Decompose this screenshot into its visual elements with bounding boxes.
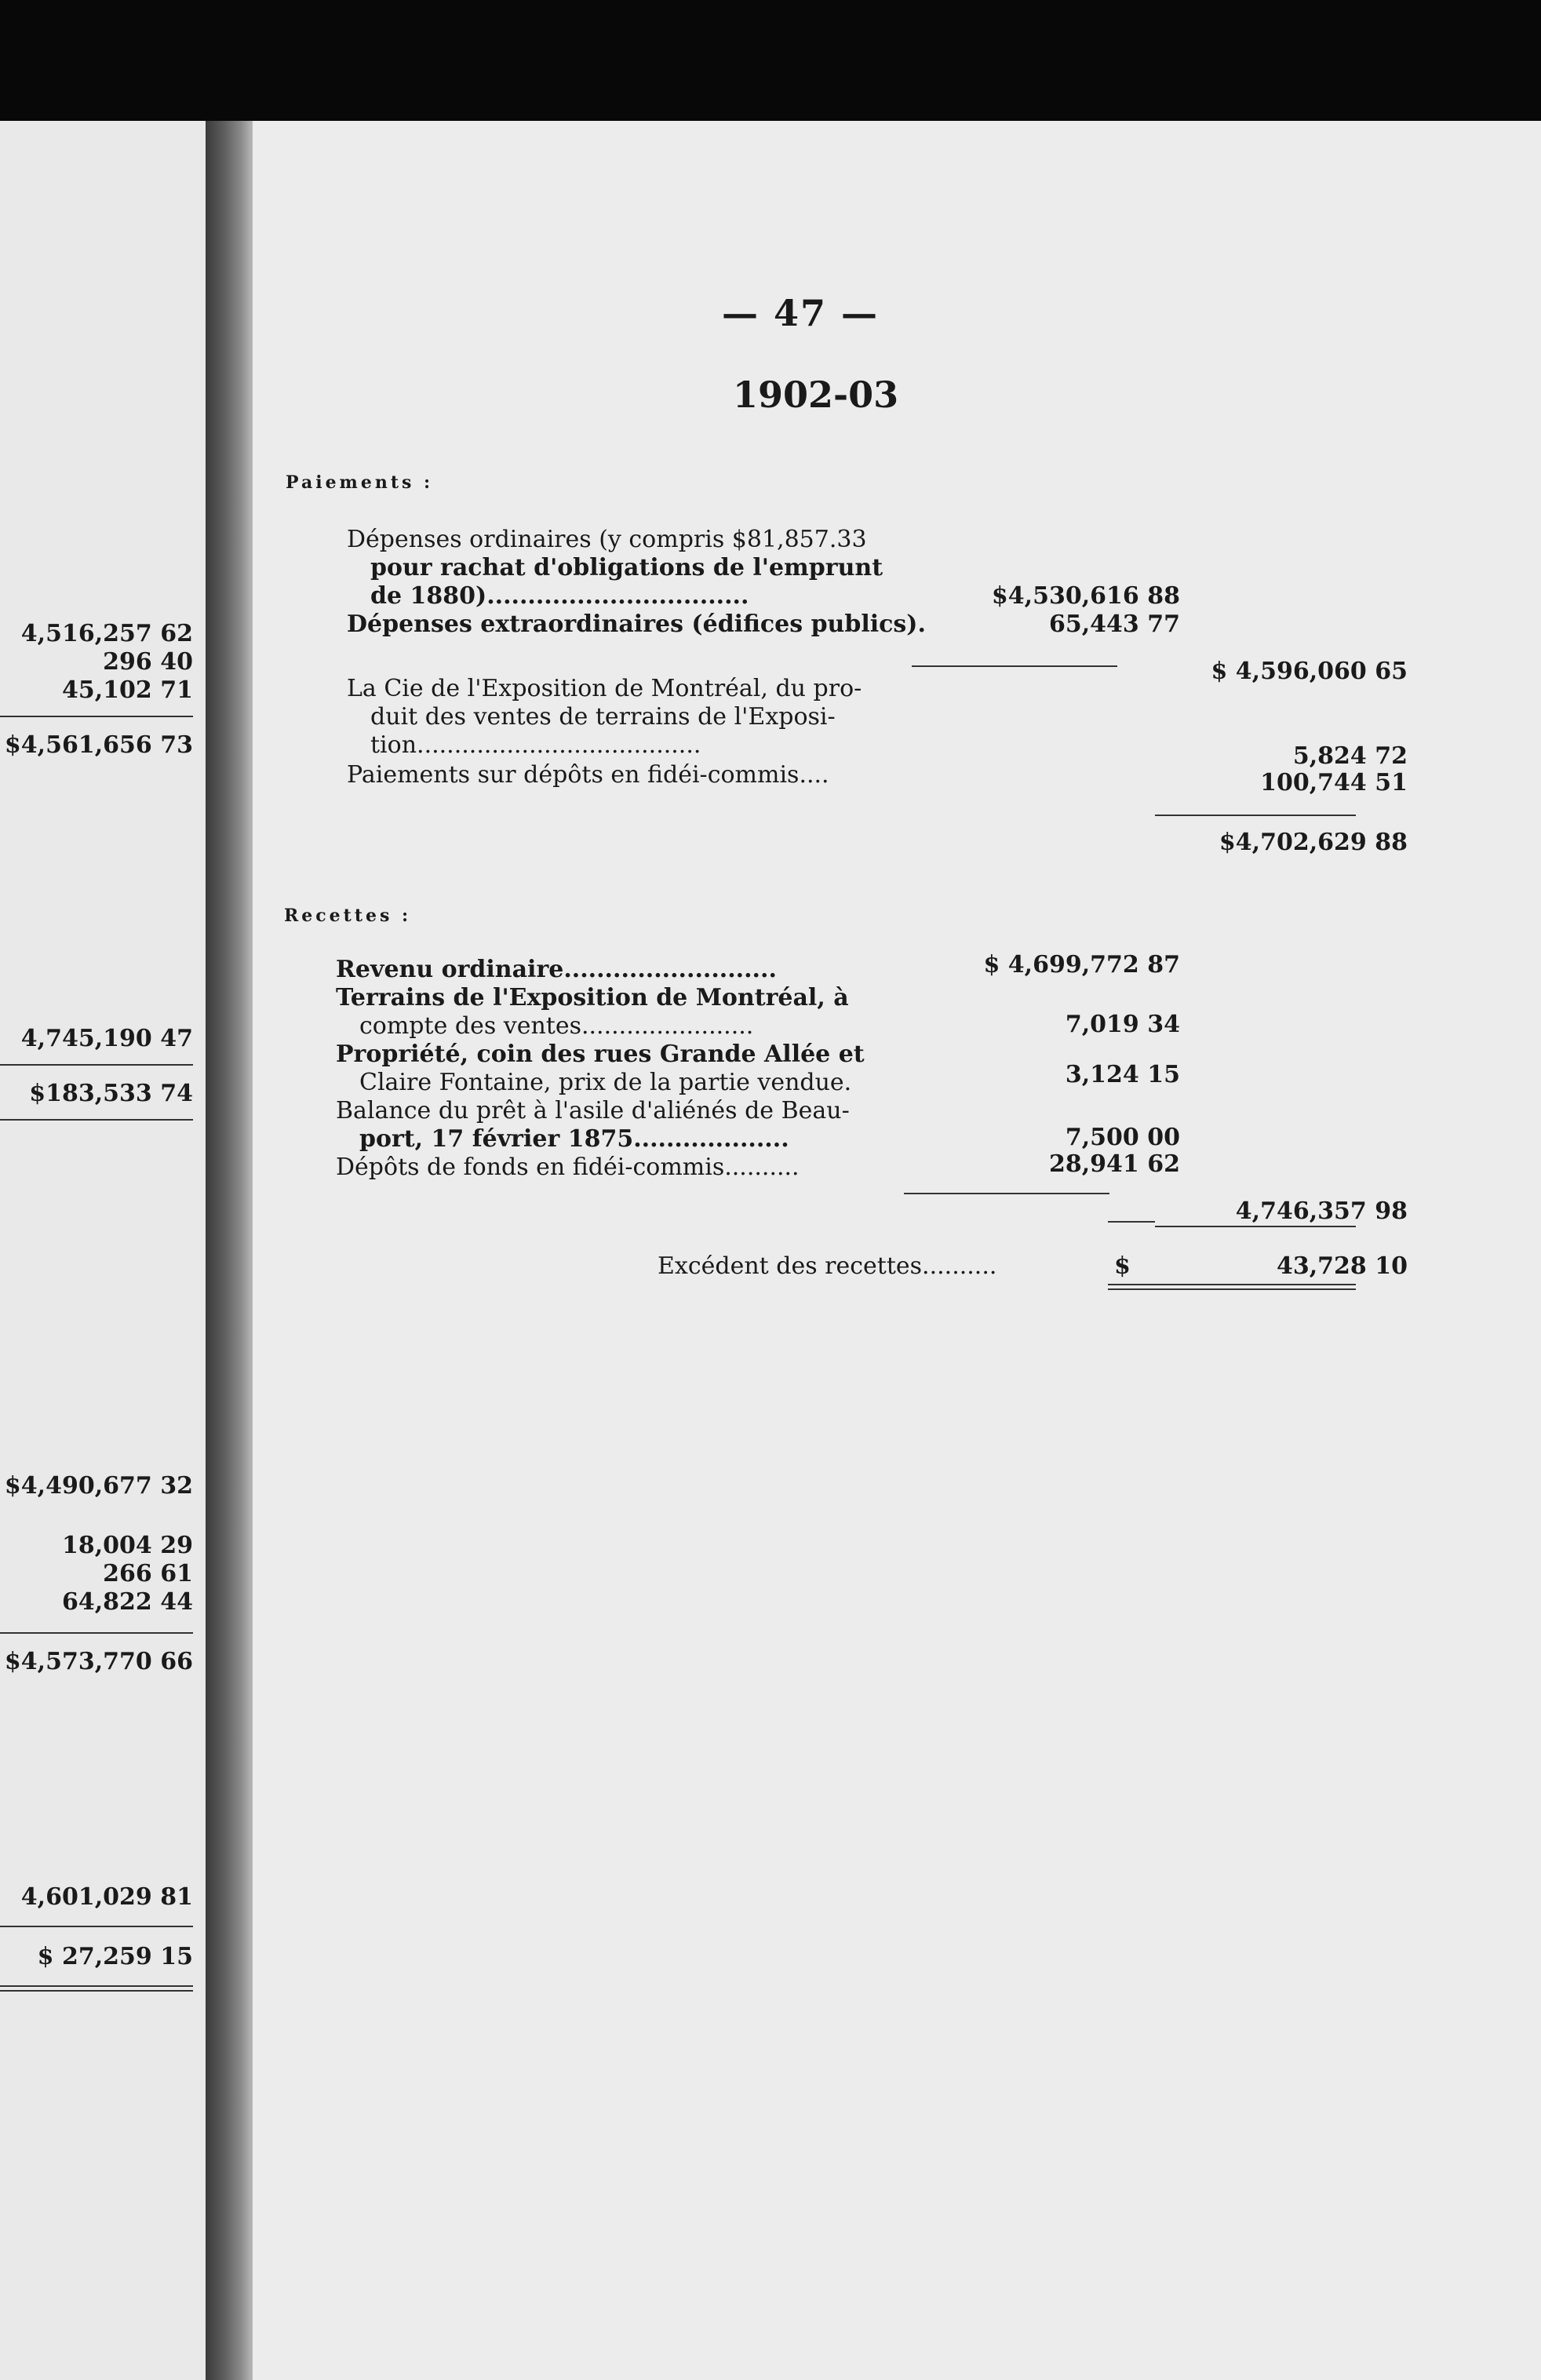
left-figure: 45,102 71 xyxy=(61,676,193,704)
left-figure: 296 40 xyxy=(103,648,193,676)
left-page xyxy=(0,121,206,2380)
balance-line1: Balance du prêt à l'asile d'aliénés de Beau- xyxy=(336,1097,850,1124)
depenses-ordinaires-line2: pour rachat d'obligations de l'emprunt xyxy=(370,554,883,581)
page-number: — 47 — xyxy=(722,292,880,334)
terrains-line2: compte des ventes....................... xyxy=(359,1012,754,1040)
rule xyxy=(0,1632,193,1634)
left-figure: $4,573,770 66 xyxy=(4,1648,193,1675)
left-figure: 4,601,029 81 xyxy=(20,1883,193,1911)
left-figure: 18,004 29 xyxy=(61,1532,193,1559)
revenu-amount: $ 4,699,772 87 xyxy=(983,951,1180,979)
fidei-label: Dépôts de fonds en fidéi-commis.......... xyxy=(336,1154,800,1181)
section-heading-paiements: Paiements : xyxy=(286,472,434,493)
rule xyxy=(0,716,193,717)
terrains-line1: Terrains de l'Exposition de Montréal, à xyxy=(336,984,849,1011)
propriete-line2: Claire Fontaine, prix de la partie vendue. xyxy=(359,1069,852,1096)
rule xyxy=(0,1119,193,1121)
balance-line2: port, 17 février 1875................... xyxy=(359,1125,789,1153)
rule xyxy=(0,1926,193,1927)
fidei-amount: 28,941 62 xyxy=(1048,1150,1180,1178)
depots-amount: 100,744 51 xyxy=(1260,769,1408,796)
depots-label: Paiements sur dépôts en fidéi-commis.... xyxy=(347,761,829,789)
book-gutter xyxy=(206,121,253,2380)
rule xyxy=(912,665,1117,667)
propriete-amount: 3,124 15 xyxy=(1065,1061,1180,1088)
left-figure: 4,516,257 62 xyxy=(20,620,193,647)
rule xyxy=(1155,1226,1356,1227)
left-figure: 266 61 xyxy=(103,1560,193,1587)
depenses-ordinaires-line3: de 1880)................................ xyxy=(370,582,749,610)
double-rule xyxy=(0,1985,193,1992)
left-figure: $ 27,259 15 xyxy=(37,1943,193,1970)
left-figure: 4,745,190 47 xyxy=(20,1025,193,1052)
paiements-subtotal: $ 4,596,060 65 xyxy=(1211,658,1408,685)
depenses-ordinaires-line1: Dépenses ordinaires (y compris $81,857.33 xyxy=(347,526,867,553)
rule xyxy=(1108,1221,1155,1223)
left-figure: $183,533 74 xyxy=(29,1080,193,1107)
depenses-extraordinaires-amount: 65,443 77 xyxy=(1048,610,1180,638)
left-figure: $4,490,677 32 xyxy=(4,1472,193,1500)
left-figure: 64,822 44 xyxy=(61,1588,193,1616)
fiscal-year: 1902-03 xyxy=(733,374,899,416)
right-page xyxy=(253,121,1541,2380)
terrains-amount: 7,019 34 xyxy=(1065,1011,1180,1038)
exposition-amount: 5,824 72 xyxy=(1292,742,1408,770)
exposition-line1: La Cie de l'Exposition de Montréal, du pro- xyxy=(347,675,862,702)
excedent-amount: 43,728 10 xyxy=(1276,1252,1408,1280)
depenses-extraordinaires-label: Dépenses extraordinaires (édifices publics). xyxy=(347,610,926,638)
excedent-label: Excédent des recettes.......... xyxy=(658,1252,997,1280)
paiements-total: $4,702,629 88 xyxy=(1219,829,1408,856)
propriete-line1: Propriété, coin des rues Grande Allée et xyxy=(336,1041,865,1068)
rule xyxy=(904,1193,1109,1194)
double-rule xyxy=(1108,1284,1356,1290)
revenu-label: Revenu ordinaire.......................... xyxy=(336,956,777,983)
section-heading-recettes: Recettes : xyxy=(284,906,412,926)
balance-amount: 7,500 00 xyxy=(1065,1124,1180,1151)
rule xyxy=(0,1064,193,1066)
exposition-line2: duit des ventes de terrains de l'Exposi- xyxy=(370,703,836,731)
rule xyxy=(1155,815,1356,816)
recettes-total: 4,746,357 98 xyxy=(1235,1197,1408,1225)
excedent-currency: $ xyxy=(1114,1252,1131,1280)
depenses-ordinaires-amount: $4,530,616 88 xyxy=(991,582,1180,610)
exposition-line3: tion...................................... xyxy=(370,731,701,759)
left-figure: $4,561,656 73 xyxy=(4,731,193,759)
